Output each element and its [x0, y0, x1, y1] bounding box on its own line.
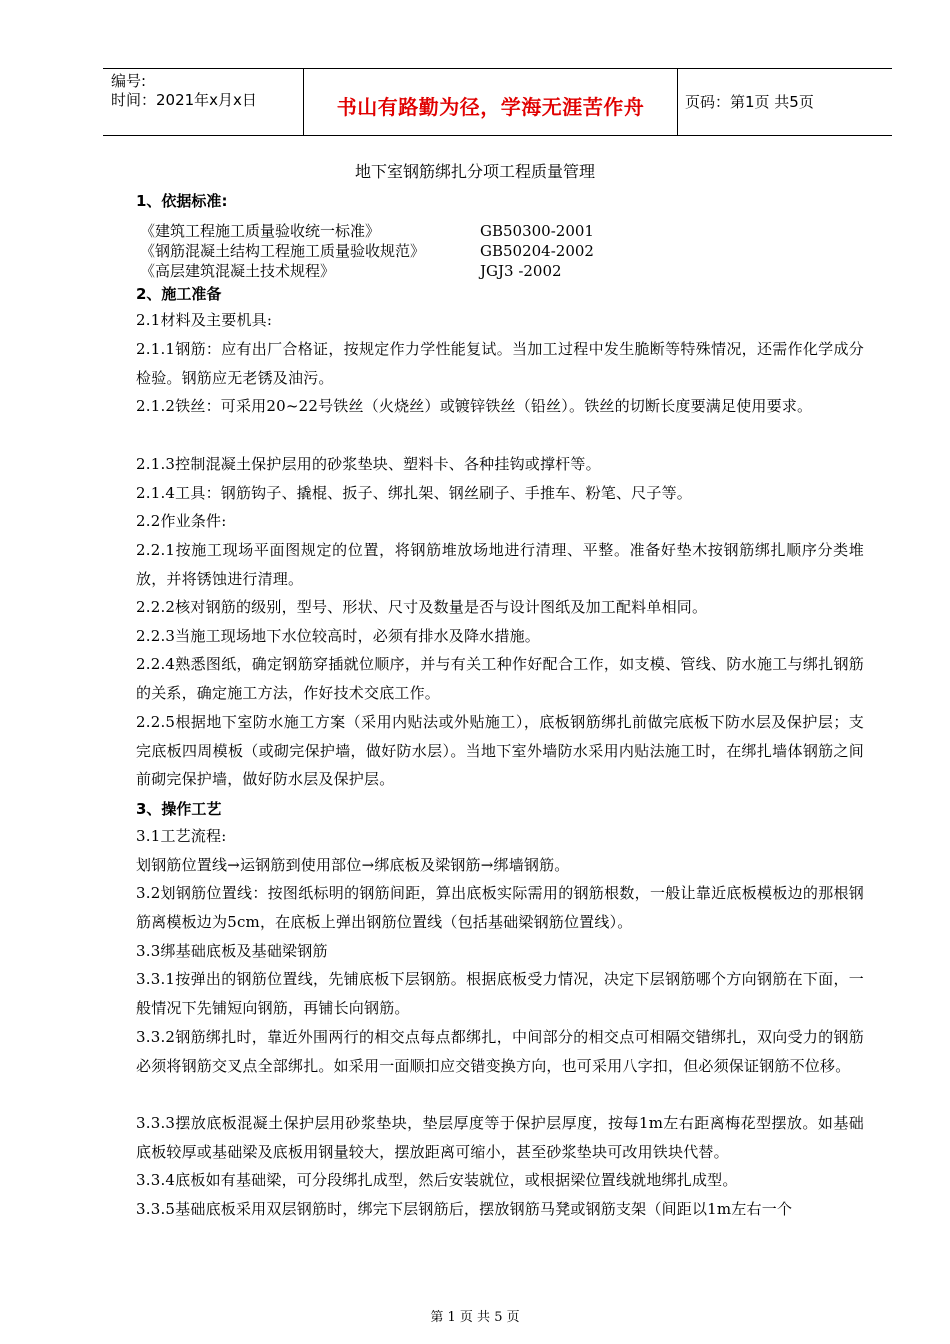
body-paragraph: 2.1.4工具：钢筋钩子、撬棍、扳子、绑扎架、钢丝刷子、手推车、粉笔、尺子等。: [136, 484, 692, 502]
body-paragraph: 2.1.3控制混凝土保护层用的砂浆垫块、塑料卡、各种挂钩或撑杆等。: [136, 455, 601, 473]
body-paragraph: 3.3.4底板如有基础梁，可分段绑扎成型，然后安装就位，或根据梁位置线就地绑扎成型。: [136, 1171, 738, 1189]
header-page-cell: [677, 69, 892, 135]
page-header: [103, 68, 892, 136]
section-heading-standards: 1、依据标准:: [136, 192, 228, 210]
standard-code: GB50300-2001: [480, 222, 594, 240]
body-paragraph: 3.3.2钢筋绑扎时，靠近外围两行的相交点每点都绑扎，中间部分的相交点可相隔交错绑扎，双向受力的钢筋必须将钢筋交叉点全部绑扎。如采用一面顺扣应交错变换方向，也可采用八字扣，但必须保证钢筋不位移。: [136, 1028, 864, 1075]
header-motto-cell: [303, 69, 678, 135]
body-paragraph: 3.1工艺流程:: [136, 827, 227, 845]
body-paragraph: 划钢筋位置线→运钢筋到使用部位→绑底板及梁钢筋→绑墙钢筋。: [136, 856, 570, 874]
body-paragraph: 2.1.1钢筋：应有出厂合格证，按规定作力学性能复试。当加工过程中发生脆断等特殊情况，还需作化学成分检验。钢筋应无老锈及油污。: [136, 340, 864, 387]
body-paragraph: 3.2划钢筋位置线：按图纸标明的钢筋间距，算出底板实际需用的钢筋根数，一般让靠近底板模板边的那根钢筋离模板边为5cm，在底板上弹出钢筋位置线（包括基础梁钢筋位置线）。: [136, 884, 864, 931]
section-heading-process: 3、操作工艺: [136, 800, 222, 818]
document-time-label: 时间：2021年x月x日: [111, 91, 257, 109]
body-paragraph: 2.2.3当施工现场地下水位较高时，必须有排水及降水措施。: [136, 627, 540, 645]
document-number-label: 编号:: [111, 72, 147, 90]
header-left-cell: [103, 69, 303, 135]
body-paragraph: 2.1.2铁丝：可采用20~22号铁丝（火烧丝）或镀锌铁丝（铅丝）。铁丝的切断长度要满足使用要求。: [136, 397, 813, 415]
body-paragraph: 3.3绑基础底板及基础梁钢筋: [136, 942, 328, 960]
document-title: 地下室钢筋绑扎分项工程质量管理: [354, 162, 595, 181]
header-motto: 书山有路勤为径，学海无涯苦作舟: [336, 95, 645, 119]
body-paragraph: 2.2.5根据地下室防水施工方案（采用内贴法或外贴施工），底板钢筋绑扎前做完底板下防水层及保护层；支完底板四周模板（或砌完保护墙，做好防水层）。当地下室外墙防水采用内贴法施工时，在绑扎墙体钢筋之间前砌完保护墙，做好防水层及保护层。: [136, 713, 864, 789]
page-footer: 第 1 页 共 5 页: [430, 1310, 520, 1325]
body-paragraph: 3.3.1按弹出的钢筋位置线，先铺底板下层钢筋。根据底板受力情况，决定下层钢筋哪个方向钢筋在下面，一般情况下先铺短向钢筋，再铺长向钢筋。: [136, 970, 864, 1017]
standard-name: 《钢筋混凝土结构工程施工质量验收规范》: [140, 242, 426, 260]
standard-item: [140, 221, 594, 241]
standard-name: 《建筑工程施工质量验收统一标准》: [140, 222, 381, 240]
body-paragraph: 2.1材料及主要机具:: [136, 311, 273, 329]
section-heading-preparation: 2、施工准备: [136, 285, 222, 303]
body-paragraph: 2.2.4熟悉图纸，确定钢筋穿插就位顺序，并与有关工种作好配合工作，如支模、管线、防水施工与绑扎钢筋的关系，确定施工方法，作好技术交底工作。: [136, 655, 864, 702]
standard-code: JGJ3 -2002: [480, 262, 562, 280]
body-paragraph: 2.2.1按施工现场平面图规定的位置，将钢筋堆放场地进行清理、平整。准备好垫木按钢筋绑扎顺序分类堆放，并将锈蚀进行清理。: [136, 541, 864, 588]
standard-name: 《高层建筑混凝土技术规程》: [140, 262, 336, 280]
standard-code: GB50204-2002: [480, 242, 594, 260]
header-page-info: 页码：第1页 共5页: [685, 93, 814, 111]
body-paragraph: 2.2.2核对钢筋的级别，型号、形状、尺寸及数量是否与设计图纸及加工配料单相同。: [136, 598, 708, 616]
body-paragraph: 2.2作业条件:: [136, 512, 227, 530]
standard-item: [140, 241, 594, 261]
standard-item: [140, 261, 562, 281]
body-paragraph: 3.3.3摆放底板混凝土保护层用砂浆垫块，垫层厚度等于保护层厚度，按每1m左右距离梅花型摆放。如基础底板较厚或基础梁及底板用钢量较大，摆放距离可缩小，甚至砂浆垫块可改用铁块代替。: [136, 1114, 864, 1161]
body-paragraph: 3.3.5基础底板采用双层钢筋时，绑完下层钢筋后，摆放钢筋马凳或钢筋支架（间距以1m左右一个: [136, 1200, 793, 1218]
